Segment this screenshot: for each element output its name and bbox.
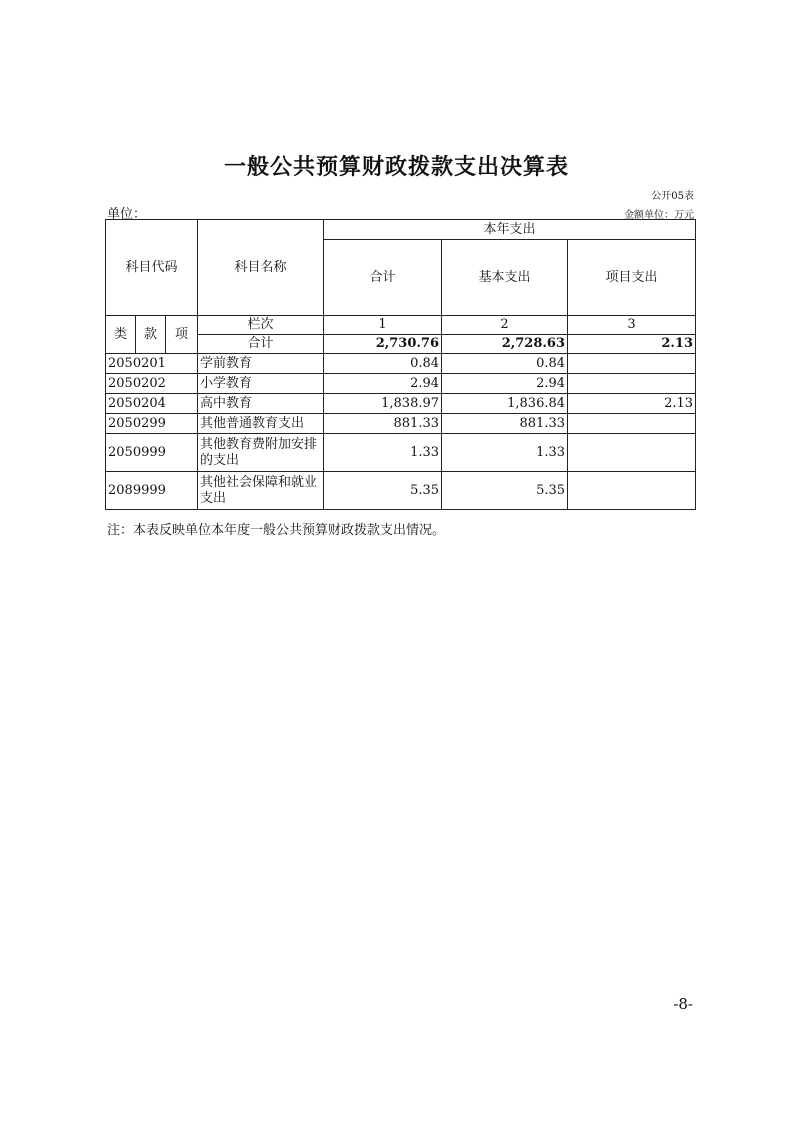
row-project — [568, 354, 696, 374]
page-number: -8- — [673, 995, 693, 1013]
project-sum: 2.13 — [568, 335, 696, 354]
table-row — [106, 374, 696, 394]
header-current-year: 本年支出 — [324, 220, 696, 240]
header-xiang: 项 — [166, 316, 198, 354]
table-row — [106, 354, 696, 374]
header-project: 项目支出 — [568, 240, 696, 316]
row-basic: 5.35 — [442, 472, 568, 510]
row-code: 2050204 — [106, 394, 198, 414]
header-kuan: 款 — [136, 316, 166, 354]
row-project: 2.13 — [568, 394, 696, 414]
row-total: 881.33 — [324, 414, 442, 434]
row-project — [568, 434, 696, 472]
row-basic: 2.94 — [442, 374, 568, 394]
header-basic: 基本支出 — [442, 240, 568, 316]
row-total: 5.35 — [324, 472, 442, 510]
unit-label: 单位： — [107, 207, 147, 222]
row-total: 2.94 — [324, 374, 442, 394]
row-name: 其他教育费附加安排的支出 — [198, 434, 324, 472]
row-code: 2050201 — [106, 354, 198, 374]
basic-sum: 2,728.63 — [442, 335, 568, 354]
table-row — [106, 394, 696, 414]
row-project — [568, 414, 696, 434]
col-number-2: 2 — [442, 316, 568, 335]
column-order-row — [106, 316, 696, 335]
table-row — [106, 414, 696, 434]
header-subject-code: 科目代码 — [106, 220, 198, 316]
row-basic: 0.84 — [442, 354, 568, 374]
row-project — [568, 374, 696, 394]
header-lei: 类 — [106, 316, 136, 354]
row-total: 1,838.97 — [324, 394, 442, 414]
table-row — [106, 434, 696, 472]
row-name: 学前教育 — [198, 354, 324, 374]
header-total: 合计 — [324, 240, 442, 316]
header-subject-name: 科目名称 — [198, 220, 324, 316]
column-order-label: 栏次 — [198, 316, 324, 335]
row-name: 其他普通教育支出 — [198, 414, 324, 434]
row-name: 小学教育 — [198, 374, 324, 394]
row-basic: 1,836.84 — [442, 394, 568, 414]
table-note: 注：本表反映单位本年度一般公共预算财政拨款支出情况。 — [107, 523, 446, 538]
row-code: 2050299 — [106, 414, 198, 434]
row-code: 2089999 — [106, 472, 198, 510]
sum-label: 合计 — [198, 335, 324, 354]
form-code: 公开05表 — [651, 191, 694, 202]
row-basic: 1.33 — [442, 434, 568, 472]
table-row — [106, 472, 696, 510]
header-row-1 — [106, 220, 696, 240]
amount-unit: 金额单位：万元 — [624, 210, 694, 221]
row-code: 2050202 — [106, 374, 198, 394]
page-title: 一般公共预算财政拨款支出决算表 — [223, 154, 569, 180]
row-name: 其他社会保障和就业支出 — [198, 472, 324, 510]
row-total: 1.33 — [324, 434, 442, 472]
col-number-1: 1 — [324, 316, 442, 335]
row-basic: 881.33 — [442, 414, 568, 434]
budget-table — [105, 219, 696, 510]
total-sum: 2,730.76 — [324, 335, 442, 354]
row-name: 高中教育 — [198, 394, 324, 414]
col-number-3: 3 — [568, 316, 696, 335]
row-total: 0.84 — [324, 354, 442, 374]
row-code: 2050999 — [106, 434, 198, 472]
row-project — [568, 472, 696, 510]
